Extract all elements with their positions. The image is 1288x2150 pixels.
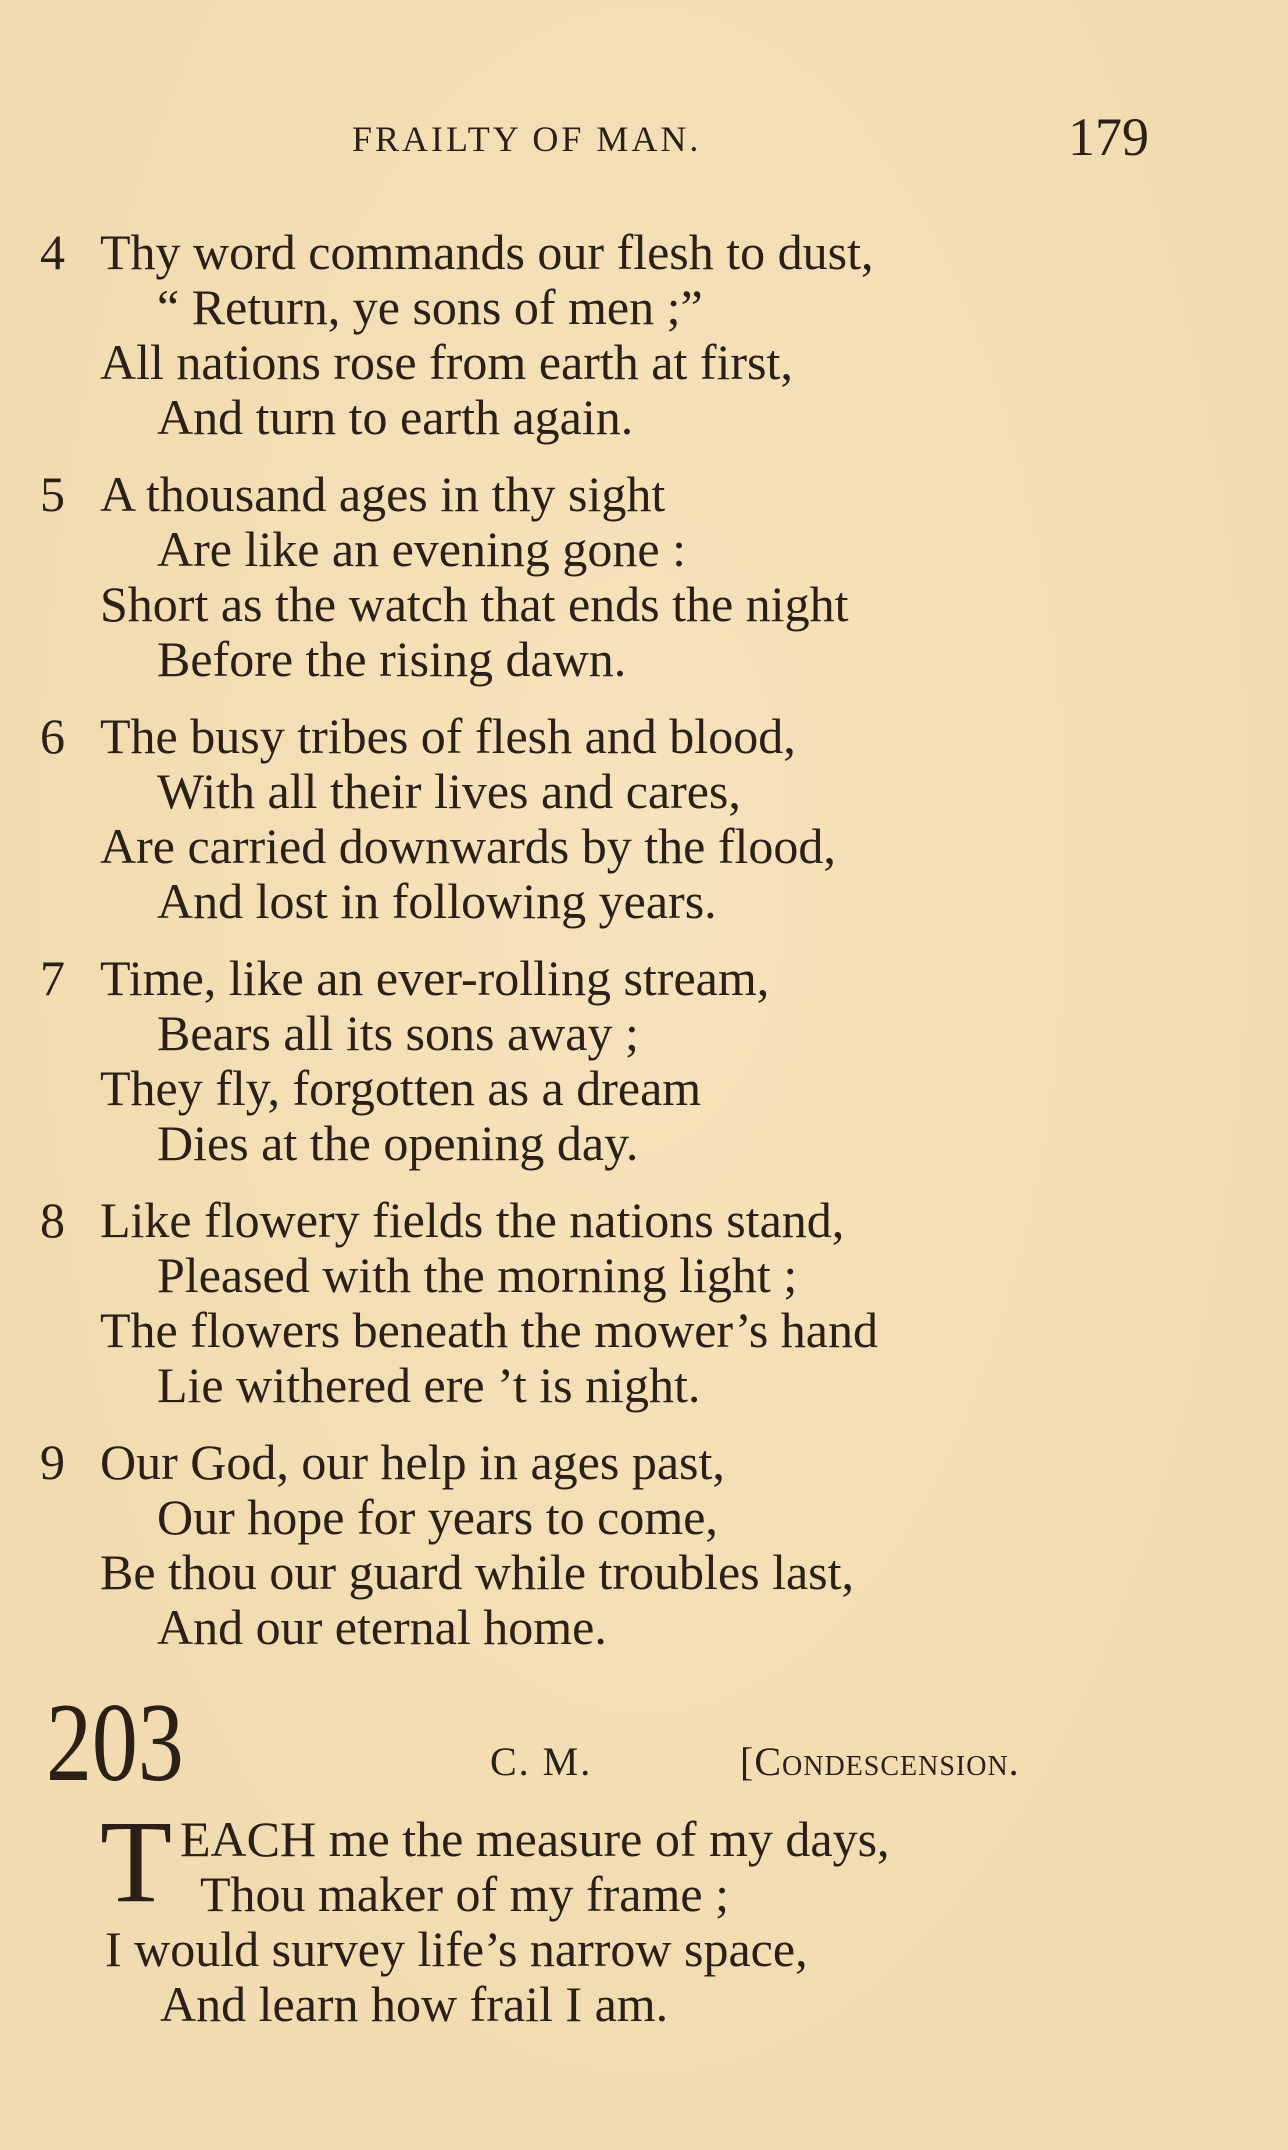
verse-line: They fly, forgotten as a dream — [100, 1060, 702, 1116]
verse-line: And learn how frail I am. — [160, 1976, 669, 2032]
verse-line: The flowers beneath the mower’s hand — [100, 1302, 878, 1358]
verse-line: Lie withered ere ’t is night. — [157, 1357, 701, 1413]
verse-line: The busy tribes of flesh and blood, — [100, 708, 796, 764]
verse-number: 8 — [40, 1192, 65, 1248]
hymn-header — [0, 1681, 1288, 1805]
verse-line: All nations rose from earth at first, — [100, 334, 793, 390]
verse-line: And our eternal home. — [157, 1599, 607, 1655]
hymn-topic: [Condescension. — [740, 1739, 1020, 1784]
verse-number: 4 — [40, 224, 65, 280]
hymn-number: 203 — [46, 1681, 184, 1805]
verse-number: 6 — [40, 708, 65, 764]
verse-line: Be thou our guard while troubles last, — [100, 1544, 855, 1600]
verse-line: EACH me the measure of my days, — [180, 1811, 890, 1867]
page-number: 179 — [1068, 107, 1149, 167]
verse-4 — [0, 225, 1288, 445]
verse-line: Thou maker of my frame ; — [200, 1866, 729, 1922]
verse-number: 5 — [40, 466, 65, 522]
verse-line: Thy word commands our flesh to dust, — [100, 224, 874, 280]
running-title: FRAILTY OF MAN. — [352, 119, 702, 159]
verse-line: “ Return, ye sons of men ;” — [157, 279, 703, 335]
drop-cap: T — [100, 1796, 173, 1927]
verse-line: And lost in following years. — [157, 873, 717, 929]
verse-number: 7 — [40, 950, 65, 1006]
verse-line: Like flowery fields the nations stand, — [100, 1192, 845, 1248]
hymn-first-verse — [0, 1796, 1288, 2032]
verse-line: I would survey life’s narrow space, — [105, 1921, 808, 1977]
hymn-meter: C. M. — [490, 1739, 593, 1784]
verse-8 — [0, 1193, 1288, 1413]
verse-line: Dies at the opening day. — [157, 1115, 639, 1171]
verse-line: Time, like an ever-rolling stream, — [100, 950, 770, 1006]
verse-line: With all their lives and cares, — [157, 763, 741, 819]
verse-line: Our God, our help in ages past, — [100, 1434, 725, 1490]
verse-number: 9 — [40, 1434, 65, 1490]
verse-line: Bears all its sons away ; — [157, 1005, 639, 1061]
verse-5 — [0, 467, 1288, 687]
verse-7 — [0, 951, 1288, 1171]
verse-line: Are like an evening gone : — [157, 521, 686, 577]
verse-9 — [0, 1435, 1288, 1655]
verse-line: A thousand ages in thy sight — [100, 466, 666, 522]
verse-list — [0, 225, 1288, 1677]
verse-6 — [0, 709, 1288, 929]
verse-line: Before the rising dawn. — [157, 631, 627, 687]
verse-line: Are carried downwards by the flood, — [100, 818, 836, 874]
verse-line: Short as the watch that ends the night — [100, 576, 849, 632]
verse-line: Our hope for years to come, — [157, 1489, 718, 1545]
verse-line: And turn to earth again. — [157, 389, 634, 445]
verse-line: Pleased with the morning light ; — [157, 1247, 798, 1303]
